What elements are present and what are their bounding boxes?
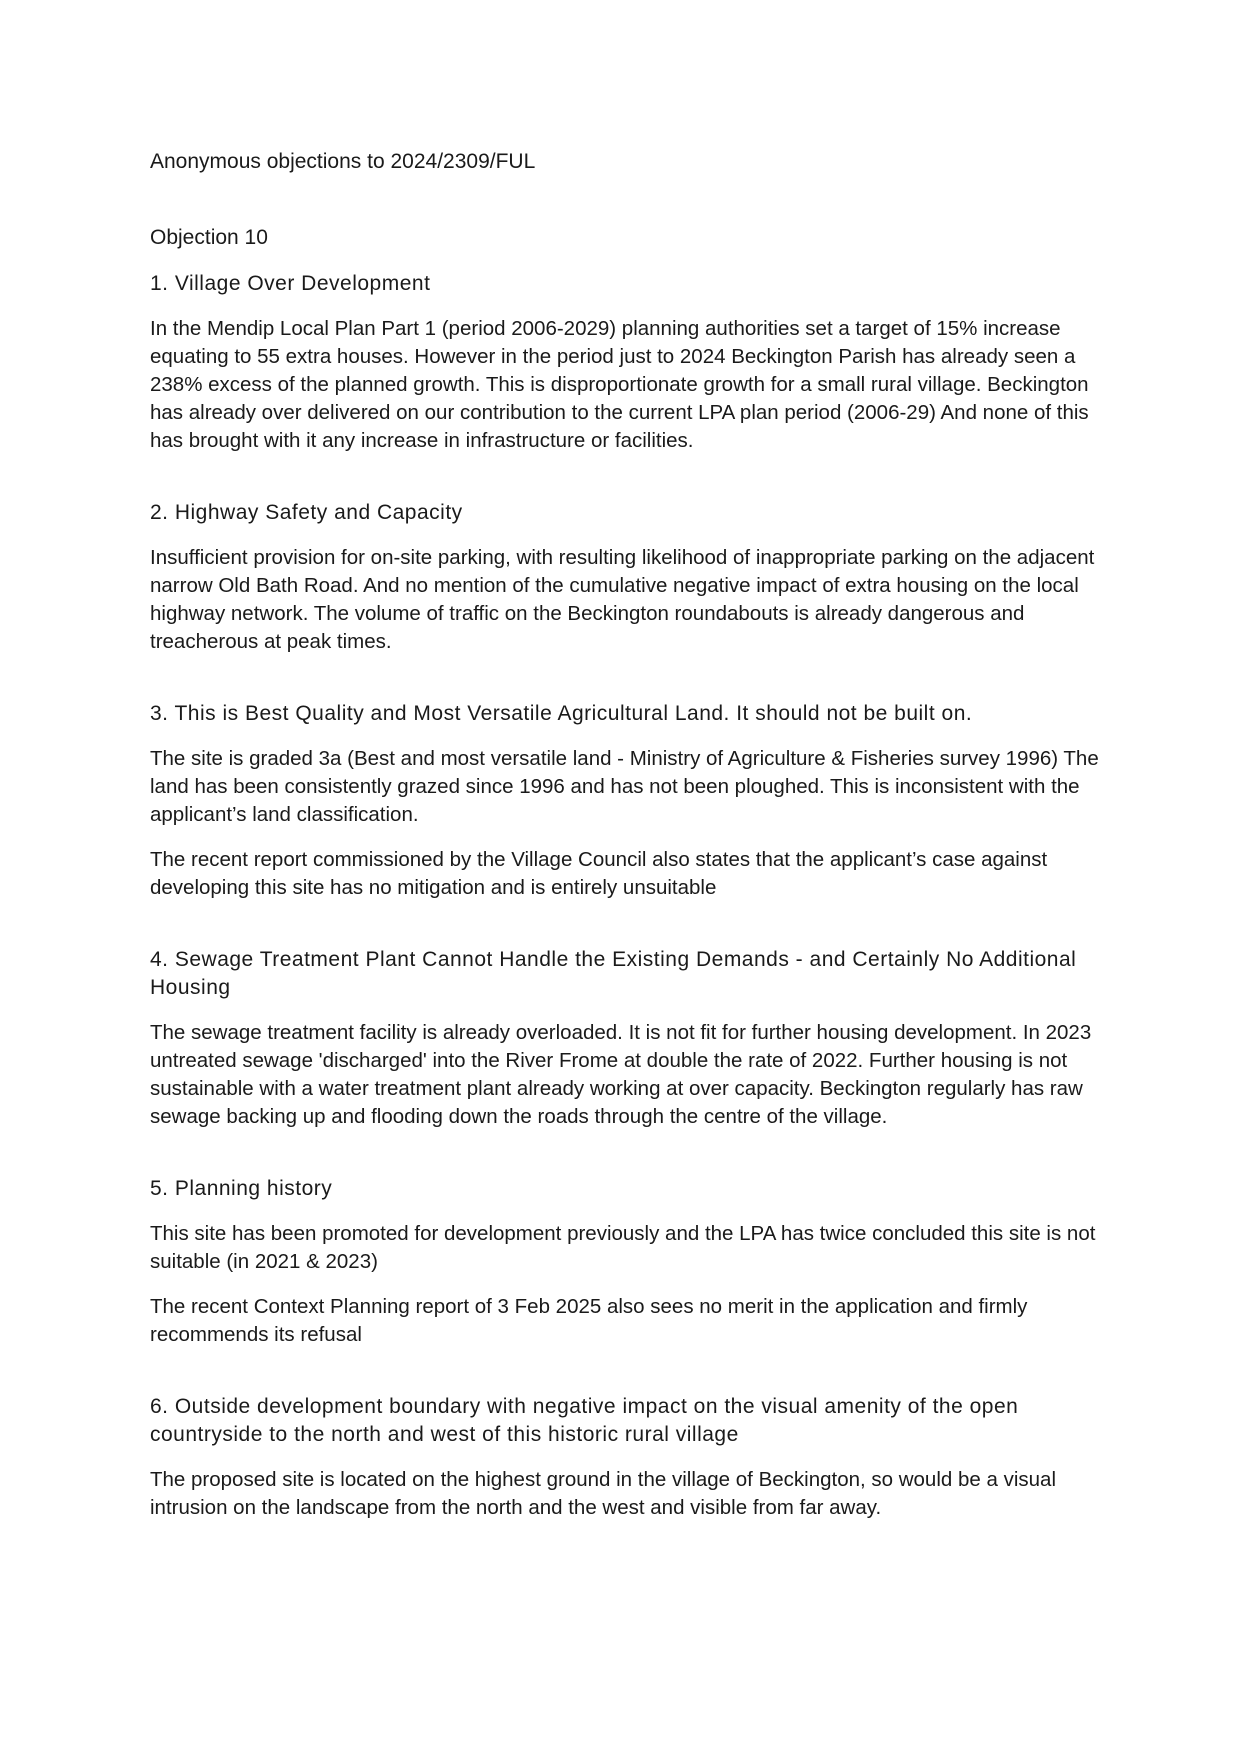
document-page: [150, 148, 1100, 1539]
section-paragraph: The recent Context Planning report of 3 Feb 2025 also sees no merit in the application and firmly recommends its refusal: [150, 1295, 1028, 1346]
section-paragraph: The recent report commissioned by the Village Council also states that the applicant’s case against developing this site has no mitigation and is entirely unsuitable: [150, 848, 1048, 899]
section-paragraph: In the Mendip Local Plan Part 1 (period 2006-2029) planning authorities set a target of 15% increase equating to 55 extra houses. However in the period just to 2024 Beckington Parish has already seen a 238% excess of the planned growth. This is disproportionate growth for a small rural village. Beckington has already over delivered on our contribution to the current LPA plan period (2006-29) And none of this has brought with it any increase in infrastructure or facilities.: [150, 317, 1089, 452]
section-development-boundary: [150, 1393, 1100, 1522]
section-paragraph: The proposed site is located on the highest ground in the village of Beckington, so would be a visual intrusion on the landscape from the north and the west and visible from far away.: [150, 1468, 1056, 1519]
section-paragraph: This site has been promoted for development previously and the LPA has twice concluded this site is not suitable (in 2021 & 2023): [150, 1222, 1096, 1273]
section-highway-safety: [150, 499, 1100, 656]
section-heading: 2. Highway Safety and Capacity: [150, 501, 463, 524]
section-heading: 5. Planning history: [150, 1177, 333, 1200]
section-paragraph: Insufficient provision for on-site parking, with resulting likelihood of inappropriate parking on the adjacent narrow Old Bath Road. And no mention of the cumulative negative impact of extra housing on the local highway network. The volume of traffic on the Beckington roundabouts is already dangerous and treacherous at peak times.: [150, 546, 1095, 653]
section-planning-history: [150, 1175, 1100, 1349]
document-title: Anonymous objections to 2024/2309/FUL: [150, 150, 536, 173]
section-agricultural-land: [150, 700, 1100, 902]
section-paragraph: The sewage treatment facility is already overloaded. It is not fit for further housing development. In 2023 untreated sewage 'discharged' into the River Frome at double the rate of 2022. Further housing is not sustainable with a water treatment plant already working at over capacity. Beckington regularly has raw sewage backing up and flooding down the roads through the centre of the village.: [150, 1021, 1092, 1128]
section-sewage-treatment: [150, 946, 1100, 1131]
section-heading: 4. Sewage Treatment Plant Cannot Handle the Existing Demands - and Certainly No Additional Housing: [150, 948, 1077, 999]
section-village-over-development: [150, 270, 1100, 455]
section-heading: 3. This is Best Quality and Most Versatile Agricultural Land. It should not be built on.: [150, 702, 973, 725]
section-heading: 1. Village Over Development: [150, 272, 431, 295]
objection-number: Objection 10: [150, 226, 268, 249]
section-heading: 6. Outside development boundary with negative impact on the visual amenity of the open countryside to the north and west of this historic rural village: [150, 1395, 1019, 1446]
section-paragraph: The site is graded 3a (Best and most versatile land - Ministry of Agriculture & Fisheries survey 1996) The land has been consistently grazed since 1996 and has not been ploughed. This is inconsistent with the applicant’s land classification.: [150, 747, 1099, 826]
